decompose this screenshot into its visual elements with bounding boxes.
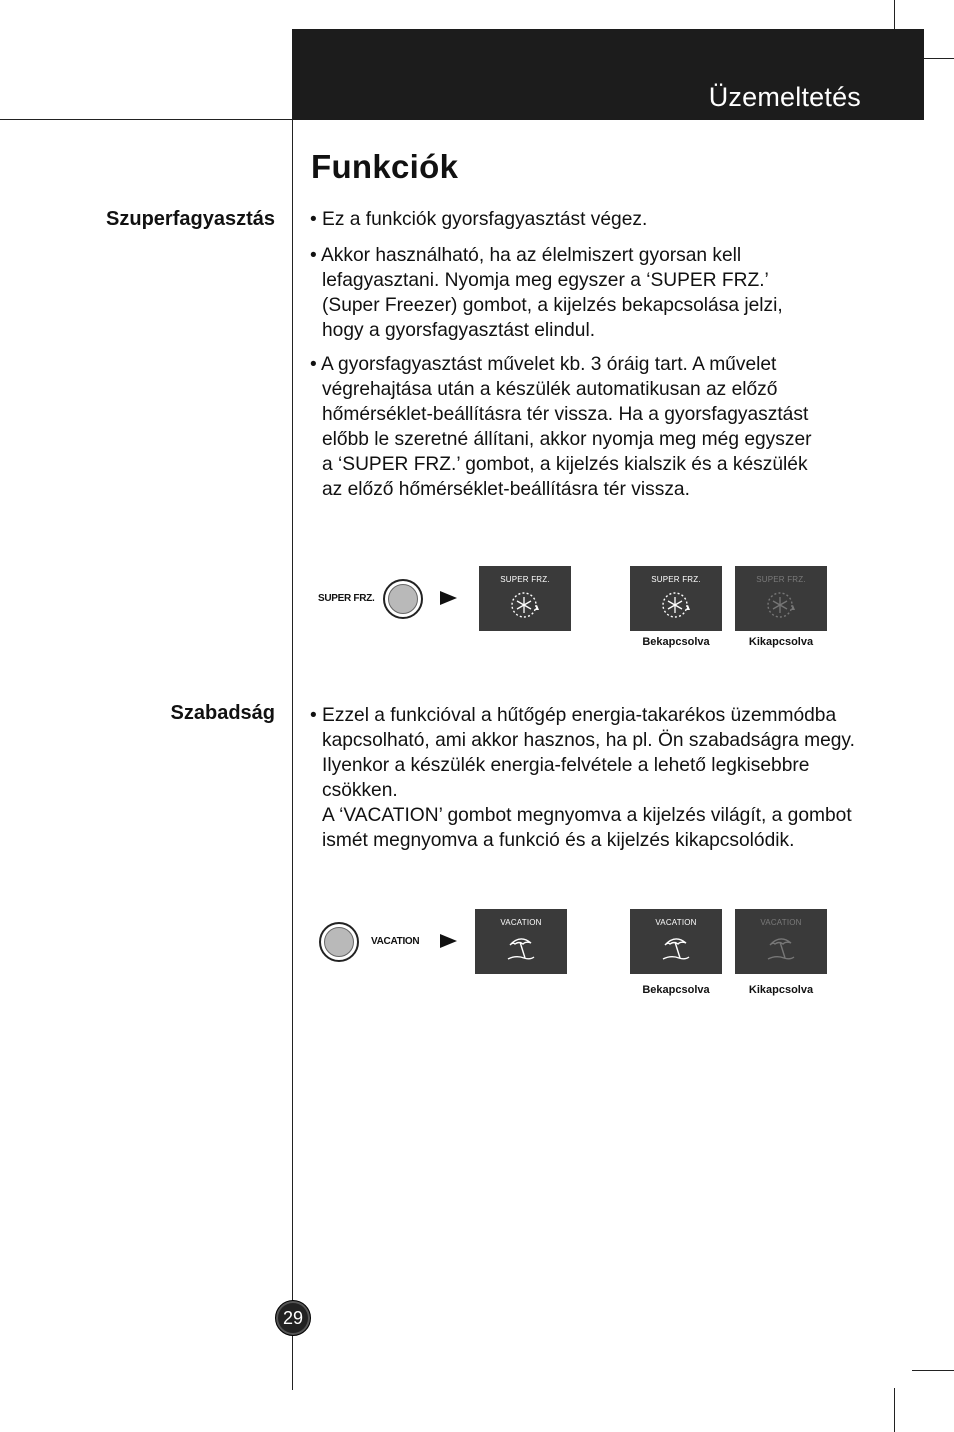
- bullet-line: előbb le szeretné állítani, akkor nyomja meg még egyszer: [322, 429, 812, 450]
- super-freezer-bullet-2: [310, 243, 920, 343]
- caption-off: Kikapcsolva: [748, 636, 814, 648]
- section-title: Üzemeltetés: [708, 82, 861, 112]
- beach-umbrella-icon: [764, 931, 798, 965]
- crop-mark-right-bottom: [912, 1370, 954, 1371]
- bullet-line: lefagyasztani. Nyomja meg egyszer a ‘SUPER FRZ.’: [322, 270, 769, 291]
- page-title: Funkciók: [311, 148, 459, 185]
- panel-label: SUPER FRZ.: [651, 575, 701, 584]
- vacation-panel: [475, 909, 567, 974]
- bullet-line: • Ezzel a funkcióval a hűtőgép energia-takarékos üzemmódba: [310, 705, 837, 726]
- crop-mark-top-right: [894, 0, 895, 30]
- snowflake-icon: [764, 588, 798, 622]
- left-column-rule: [292, 29, 293, 1390]
- bullet-line: csökken.: [322, 780, 398, 801]
- bullet-line: hőmérséklet-beállításra tér vissza. Ha a gyorsfagyasztást: [322, 404, 809, 425]
- beach-umbrella-icon: [504, 931, 538, 965]
- bullet-line: • Ez a funkciók gyorsfagyasztást végez.: [310, 209, 648, 230]
- super-frz-panel-on: [630, 566, 722, 631]
- bullet-line: • A gyorsfagyasztást művelet kb. 3 óráig tart. A művelet: [310, 354, 777, 375]
- super-frz-button[interactable]: [383, 579, 423, 619]
- bullet-line: A ‘VACATION’ gombot megnyomva a kijelzés világít, a gombot: [322, 805, 852, 826]
- arrow-right-icon: [440, 934, 457, 948]
- super-freezer-bullet-3: [310, 352, 920, 502]
- caption-on: Bekapcsolva: [642, 984, 710, 996]
- vacation-panel-on: [630, 909, 722, 974]
- vacation-button[interactable]: [319, 922, 359, 962]
- bullet-line: végrehajtása után a készülék automatikusan az előző: [322, 379, 778, 400]
- panel-label: SUPER FRZ.: [500, 575, 550, 584]
- page-number: 29: [275, 1300, 311, 1336]
- bullet-line: ismét megnyomva a funkció és a kijelzés kikapcsolódik.: [322, 830, 795, 851]
- super-frz-panel: [479, 566, 571, 631]
- arrow-right-icon: [440, 591, 457, 605]
- bullet-line: kapcsolható, ami akkor hasznos, ha pl. Ön szabadságra megy.: [322, 730, 855, 751]
- vacation-button-label: VACATION: [371, 936, 420, 947]
- vacation-bullet-1: [310, 703, 920, 853]
- bullet-line: Ilyenkor a készülék energia-felvétele a lehető legkisebbre: [322, 755, 810, 776]
- bullet-line: • Akkor használható, ha az élelmiszert gyorsan kell: [310, 245, 742, 266]
- top-left-rule: [0, 119, 292, 120]
- bullet-line: hogy a gyorsfagyasztást elindul.: [322, 320, 596, 341]
- bullet-line: az előző hőmérséklet-beállításra tér vissza.: [322, 479, 690, 500]
- beach-umbrella-icon: [659, 931, 693, 965]
- vacation-panel-off: [735, 909, 827, 974]
- panel-label: VACATION: [500, 918, 542, 927]
- crop-mark-bottom-right: [894, 1388, 895, 1432]
- super-frz-panel-off: [735, 566, 827, 631]
- bullet-line: (Super Freezer) gombot, a kijelzés bekapcsolása jelzi,: [322, 295, 783, 316]
- crop-mark-right-top: [924, 58, 954, 59]
- super-freezer-bullet-1: [310, 207, 920, 232]
- caption-on: Bekapcsolva: [642, 636, 710, 648]
- caption-off: Kikapcsolva: [748, 984, 814, 996]
- super-frz-button-label: SUPER FRZ.: [318, 593, 375, 604]
- panel-label: VACATION: [760, 918, 802, 927]
- bullet-line: a ‘SUPER FRZ.’ gombot, a kijelzés kialszik és a készülék: [322, 454, 808, 475]
- panel-label: VACATION: [655, 918, 697, 927]
- snowflake-icon: [659, 588, 693, 622]
- snowflake-icon: [508, 588, 542, 622]
- panel-label: SUPER FRZ.: [756, 575, 806, 584]
- super-freezer-label: Szuperfagyasztás: [106, 208, 275, 230]
- vacation-label: Szabadság: [170, 702, 275, 724]
